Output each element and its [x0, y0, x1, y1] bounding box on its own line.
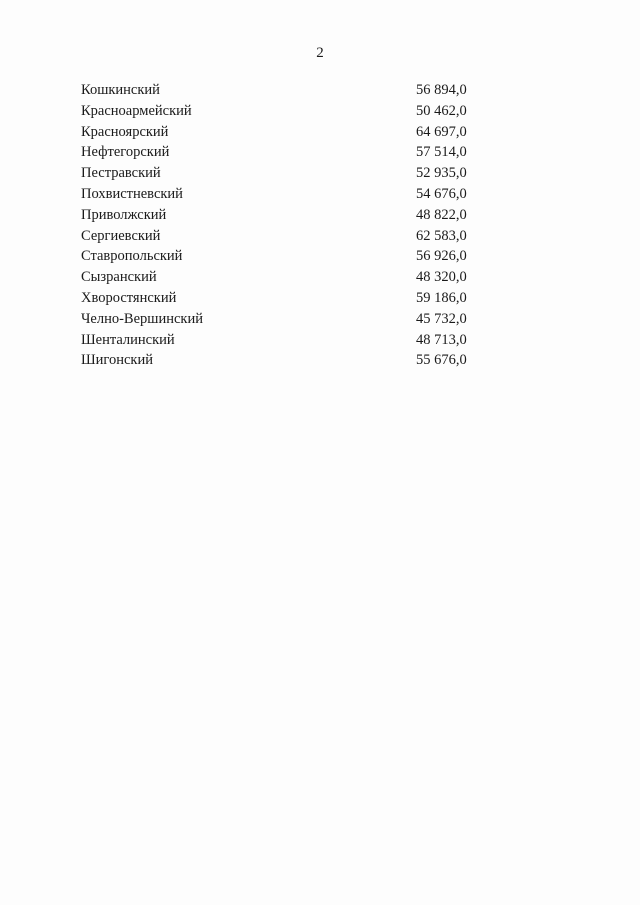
district-name: Шигонский [81, 352, 153, 369]
list-item [81, 80, 481, 101]
district-name: Челно-Вершинский [81, 310, 203, 327]
district-name: Красноармейский [81, 102, 192, 119]
district-name: Красноярский [81, 123, 169, 140]
list-item [81, 246, 481, 267]
district-name: Сергиевский [81, 227, 161, 244]
list-item [81, 163, 481, 184]
district-value: 64 697,0 [416, 123, 467, 140]
district-name: Сызранский [81, 269, 157, 286]
district-value: 48 822,0 [416, 206, 467, 223]
district-name: Ставропольский [81, 248, 183, 265]
district-value: 55 676,0 [416, 352, 467, 369]
list-item [81, 288, 481, 309]
list-item [81, 184, 481, 205]
list-item [81, 205, 481, 226]
list-item [81, 122, 481, 143]
district-value: 56 894,0 [416, 82, 467, 98]
district-name: Пестравский [81, 165, 161, 182]
list-item [81, 101, 481, 122]
district-value: 59 186,0 [416, 289, 467, 306]
list-item [81, 267, 481, 288]
district-name: Приволжский [81, 206, 167, 223]
district-name: Хворостянский [81, 289, 177, 306]
list-item [81, 330, 481, 351]
district-value: 48 713,0 [416, 331, 467, 348]
list-item [81, 226, 481, 247]
district-name: Похвистневский [81, 185, 183, 202]
district-value: 57 514,0 [416, 144, 467, 161]
page-number: 2 [316, 45, 324, 61]
district-value: 45 732,0 [416, 310, 467, 327]
district-list [81, 80, 481, 371]
district-value: 48 320,0 [416, 269, 467, 286]
district-value: 52 935,0 [416, 165, 467, 182]
district-name: Кошкинский [81, 82, 160, 98]
district-name: Нефтегорский [81, 144, 170, 161]
district-name: Шенталинский [81, 331, 175, 348]
district-value: 54 676,0 [416, 185, 467, 202]
district-value: 50 462,0 [416, 102, 467, 119]
list-item [81, 142, 481, 163]
district-value: 62 583,0 [416, 227, 467, 244]
district-value: 56 926,0 [416, 248, 467, 265]
list-item [81, 309, 481, 330]
list-item [81, 350, 481, 371]
